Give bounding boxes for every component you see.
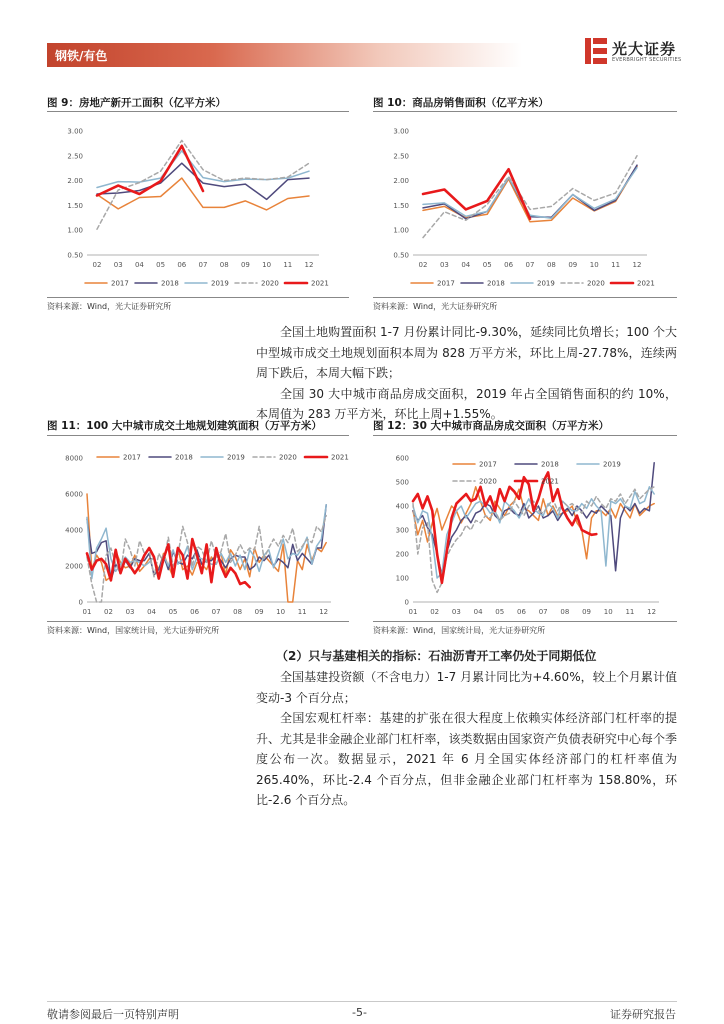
- x-tick-label: 12: [647, 608, 657, 616]
- figure-12-chart: [373, 448, 677, 618]
- x-tick-label: 12: [632, 261, 642, 269]
- x-tick-label: 10: [262, 261, 272, 269]
- series-line-2020: [97, 140, 309, 229]
- y-tick-label: 2.50: [393, 152, 409, 161]
- series-line-2021: [423, 169, 530, 219]
- y-tick-label: 0: [404, 598, 409, 607]
- legend-label-2019: 2019: [227, 453, 245, 462]
- x-tick-label: 06: [190, 608, 200, 616]
- legend-label-2017: 2017: [111, 279, 129, 288]
- footer-report-type: 证券研究报告: [610, 1008, 676, 1021]
- y-tick-label: 3.00: [393, 127, 409, 136]
- x-tick-label: 04: [134, 261, 144, 269]
- figure-10-source: 资料来源：Wind，光大证券研究所: [373, 302, 498, 311]
- series-line-2021: [87, 539, 250, 587]
- y-tick-label: 600: [395, 454, 409, 463]
- figure-12-source: 资料来源：Wind，国家统计局，光大证券研究所: [373, 626, 546, 635]
- legend-label-2018: 2018: [175, 453, 193, 462]
- legend-label-2020: 2020: [479, 477, 497, 486]
- x-tick-label: 02: [430, 608, 440, 616]
- figure-9-chart: [47, 113, 349, 293]
- x-tick-label: 09: [240, 261, 250, 269]
- x-tick-label: 05: [156, 261, 166, 269]
- x-tick-label: 09: [568, 261, 578, 269]
- brand-logo-icon: [585, 38, 607, 64]
- x-tick-label: 06: [504, 261, 514, 269]
- legend-label-2021: 2021: [311, 279, 329, 288]
- x-tick-label: 11: [625, 608, 635, 616]
- figure-10-top-rule: [373, 111, 677, 112]
- x-tick-label: 04: [473, 608, 483, 616]
- x-tick-label: 03: [439, 261, 449, 269]
- legend-label-2020: 2020: [261, 279, 279, 288]
- legend-label-2021: 2021: [637, 279, 655, 288]
- y-tick-label: 0: [78, 598, 83, 607]
- legend-label-2021: 2021: [331, 453, 349, 462]
- legend-label-2019: 2019: [603, 460, 621, 469]
- y-tick-label: 2.50: [67, 152, 83, 161]
- legend-label-2020: 2020: [279, 453, 297, 462]
- y-tick-label: 4000: [65, 526, 83, 535]
- paragraph-land-purchase: 全国土地购置面积 1-7 月份累计同比-9.30%，延续同比负增长；100 个大中型城市成交土地规划面积本周为 828 万平方米，环比上周-27.78%，连续两周下跌后，本周大幅下跌；: [256, 325, 677, 380]
- y-tick-label: 1.00: [67, 226, 83, 235]
- x-tick-label: 09: [582, 608, 592, 616]
- y-tick-label: 1.50: [67, 201, 83, 210]
- paragraph-housing-transactions: 全国 30 大中城市商品房成交面积，2019 年占全国销售面积的约 10%，本周值为 283 万平方米，环比上周+1.55%。: [256, 386, 677, 421]
- figure-9-svg: [47, 113, 349, 293]
- series-line-2017: [423, 166, 637, 222]
- figure-9-source: 资料来源：Wind，光大证券研究所: [47, 302, 172, 311]
- x-tick-label: 07: [198, 261, 208, 269]
- x-tick-label: 06: [177, 261, 187, 269]
- x-tick-label: 09: [254, 608, 264, 616]
- footer-disclaimer: 敬请参阅最后一页特别声明: [47, 1008, 179, 1021]
- figure-12-title: 图 12：30 大中城市商品房成交面积（万平方米）: [373, 420, 610, 432]
- x-tick-label: 05: [168, 608, 178, 616]
- x-tick-label: 03: [125, 608, 135, 616]
- x-tick-label: 05: [482, 261, 492, 269]
- x-tick-label: 07: [538, 608, 548, 616]
- x-tick-label: 10: [603, 608, 613, 616]
- figure-11-title: 图 11：100 大中城市成交土地规划建筑面积（万平方米）: [47, 420, 322, 432]
- paragraph-infrastructure-investment: 全国基建投资额（不含电力）1-7 月累计同比为+4.60%，较上个月累计值变动-3 个百分点；: [256, 670, 677, 705]
- y-tick-label: 6000: [65, 490, 83, 499]
- y-tick-label: 200: [395, 550, 409, 559]
- x-tick-label: 01: [408, 608, 418, 616]
- series-line-2018: [423, 165, 637, 219]
- x-tick-label: 06: [517, 608, 526, 616]
- y-tick-label: 400: [395, 502, 409, 511]
- series-line-2020: [423, 156, 637, 238]
- x-tick-label: 11: [283, 261, 293, 269]
- x-tick-label: 11: [297, 608, 307, 616]
- y-tick-label: 2000: [65, 562, 83, 571]
- y-tick-label: 2.00: [393, 177, 409, 186]
- x-tick-label: 05: [495, 608, 505, 616]
- series-line-2021: [97, 146, 203, 196]
- figure-12-svg: [373, 448, 677, 618]
- x-tick-label: 11: [611, 261, 621, 269]
- y-tick-label: 8000: [65, 454, 83, 463]
- legend-label-2018: 2018: [487, 279, 505, 288]
- x-tick-label: 03: [451, 608, 461, 616]
- figure-12-top-rule: [373, 435, 677, 436]
- section-heading-infrastructure: （2）只与基建相关的指标：石油沥青开工率仍处于同期低位: [276, 649, 597, 663]
- legend-label-2017: 2017: [437, 279, 455, 288]
- footer-rule: [47, 1001, 677, 1002]
- y-tick-label: 300: [395, 526, 409, 535]
- page-number: -5-: [352, 1006, 367, 1019]
- body-text-block-1: [256, 322, 677, 425]
- x-tick-label: 08: [219, 261, 229, 269]
- brand-name: 光大证券: [612, 40, 677, 58]
- x-tick-label: 03: [113, 261, 123, 269]
- x-tick-label: 02: [418, 261, 428, 269]
- x-tick-label: 08: [560, 608, 570, 616]
- y-tick-label: 3.00: [67, 127, 83, 136]
- figure-9-bottom-rule: [47, 297, 349, 298]
- legend-label-2019: 2019: [211, 279, 229, 288]
- figure-10-chart: [373, 113, 677, 293]
- figure-9-title: 图 9：房地产新开工面积（亿平方米）: [47, 97, 226, 109]
- figure-11-top-rule: [47, 435, 349, 436]
- brand-name-en: EVERBRIGHT SECURITIES: [612, 57, 682, 63]
- body-text-block-2: [256, 667, 677, 811]
- x-tick-label: 07: [525, 261, 535, 269]
- y-tick-label: 1.50: [393, 201, 409, 210]
- figure-10-svg: [373, 113, 677, 293]
- section-label: 钢铁/有色: [55, 49, 108, 63]
- figure-10-title: 图 10：商品房销售面积（亿平方米）: [373, 97, 549, 109]
- figure-10-bottom-rule: [373, 297, 677, 298]
- y-tick-label: 100: [395, 574, 409, 583]
- legend-label-2018: 2018: [541, 460, 559, 469]
- legend-label-2018: 2018: [161, 279, 179, 288]
- figure-11-chart: [47, 448, 349, 618]
- x-tick-label: 04: [461, 261, 471, 269]
- figure-9-top-rule: [47, 111, 349, 112]
- x-tick-label: 02: [92, 261, 102, 269]
- figure-12-bottom-rule: [373, 621, 677, 622]
- y-tick-label: 0.50: [393, 251, 409, 260]
- x-tick-label: 08: [546, 261, 556, 269]
- header-banner: [47, 43, 522, 67]
- x-tick-label: 01: [82, 608, 92, 616]
- x-tick-label: 04: [147, 608, 157, 616]
- figure-11-source: 资料来源：Wind，国家统计局，光大证券研究所: [47, 626, 220, 635]
- x-tick-label: 10: [589, 261, 599, 269]
- x-tick-label: 12: [304, 261, 314, 269]
- y-tick-label: 500: [395, 478, 409, 487]
- x-tick-label: 07: [211, 608, 221, 616]
- figure-11-bottom-rule: [47, 621, 349, 622]
- legend-label-2017: 2017: [479, 460, 497, 469]
- legend-label-2021: 2021: [541, 477, 559, 486]
- x-tick-label: 10: [276, 608, 286, 616]
- legend-label-2017: 2017: [123, 453, 141, 462]
- y-tick-label: 0.50: [67, 251, 83, 260]
- figure-11-svg: [47, 448, 349, 618]
- y-tick-label: 2.00: [67, 177, 83, 186]
- x-tick-label: 02: [104, 608, 113, 616]
- legend-label-2020: 2020: [587, 279, 605, 288]
- x-tick-label: 12: [319, 608, 329, 616]
- legend-label-2019: 2019: [537, 279, 555, 288]
- y-tick-label: 1.00: [393, 226, 409, 235]
- x-tick-label: 08: [233, 608, 243, 616]
- paragraph-macro-leverage: 全国宏观杠杆率：基建的扩张在很大程度上依赖实体经济部门杠杆率的提升、尤其是非金融企业部门杠杆率，该类数据由国家资产负债表研究中心每个季度公布一次。数据显示，2021 年 6 月全国实体经济部门的杠杆率值为 265.40%，环比-2.4 个百分点，但非金融企业部门杠杆率为 158.80%，环比-2.6 个百分点。: [256, 711, 677, 807]
